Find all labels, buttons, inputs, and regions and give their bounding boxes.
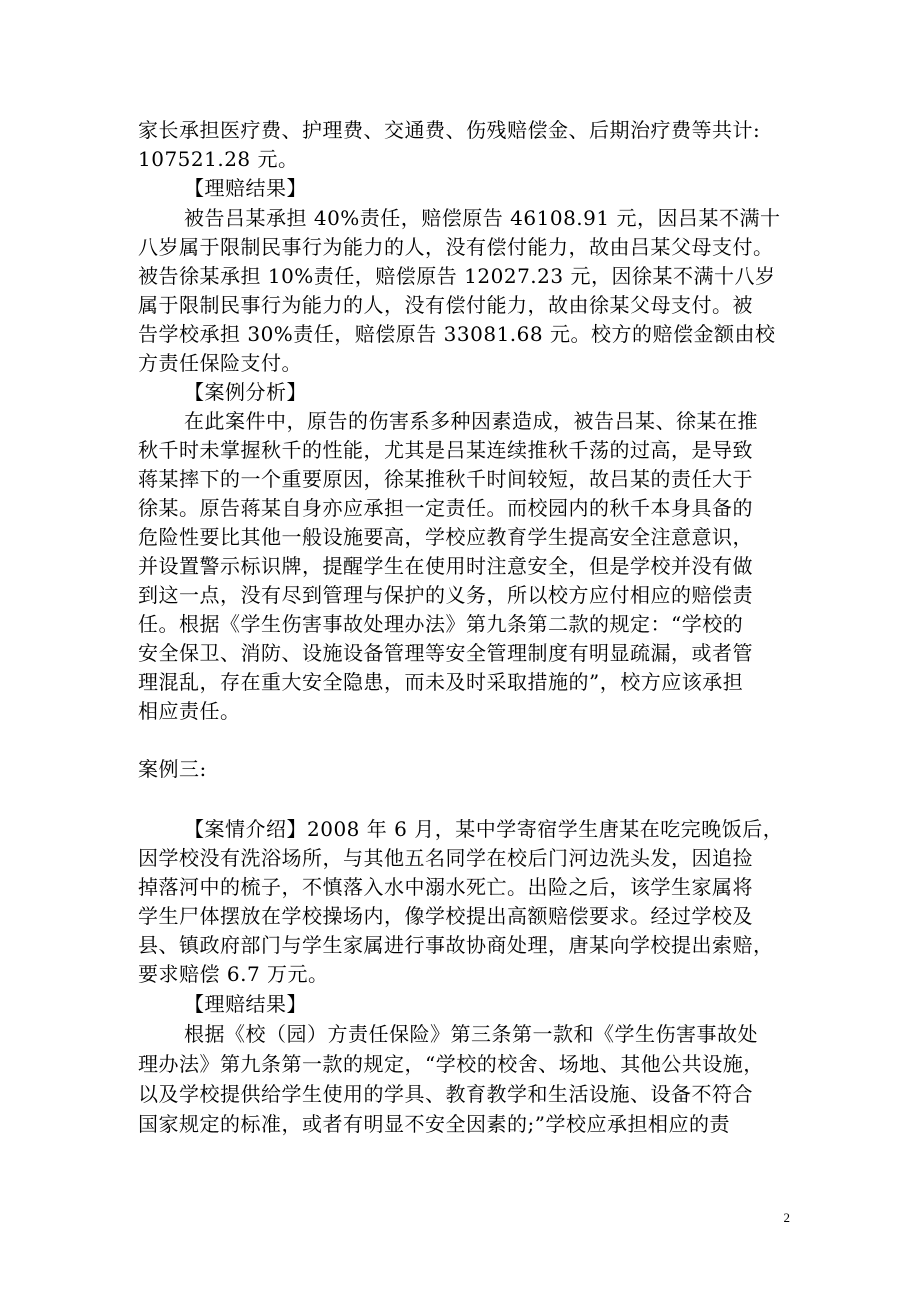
text-line: 秋千时未掌握秋千的性能，尤其是吕某连续推秋千荡的过高，是导致 bbox=[138, 438, 753, 462]
case-title: 案例三: bbox=[138, 757, 207, 781]
section-heading: 【理赔结果】 bbox=[184, 176, 307, 200]
text-line: 在此案件中，原告的伤害系多种因素造成，被告吕某、徐某在推 bbox=[184, 409, 758, 433]
text-line: 告学校承担 30%责任，赔偿原告 33081.68 元。校方的赔偿金额由校 bbox=[138, 322, 776, 346]
text-line: 属于限制民事行为能力的人，没有偿付能力，故由徐某父母支付。被 bbox=[138, 293, 753, 317]
section-heading: 【案例分析】 bbox=[184, 380, 307, 404]
text-line: 107521.28 元。 bbox=[138, 147, 299, 171]
text-line: 【案情介绍】2008 年 6 月，某中学寄宿学生唐某在吃完晚饭后， bbox=[184, 817, 784, 841]
text-line: 家长承担医疗费、护理费、交通费、伤残赔偿金、后期治疗费等共计: bbox=[138, 118, 761, 142]
text-line: 方责任保险支付。 bbox=[138, 351, 302, 375]
text-line: 徐某。原告蒋某自身亦应承担一定责任。而校园内的秋千本身具备的 bbox=[138, 496, 753, 520]
text-line: 要求赔偿 6.7 万元。 bbox=[138, 962, 329, 986]
text-line: 根据《校（园）方责任保险》第三条第一款和《学生伤害事故处 bbox=[184, 1022, 758, 1046]
text-line: 理办法》第九条第一款的规定，“学校的校舍、场地、其他公共设施， bbox=[138, 1052, 764, 1076]
text-line: 并设置警示标识牌，提醒学生在使用时注意安全，但是学校并没有做 bbox=[138, 554, 753, 578]
text-line: 被告吕某承担 40%责任，赔偿原告 46108.91 元，因吕某不满十 bbox=[184, 206, 781, 230]
text-line: 相应责任。 bbox=[138, 699, 241, 723]
text-line: 国家规定的标准，或者有明显不安全因素的;”学校应承担相应的责 bbox=[138, 1112, 730, 1136]
text-line: 任。根据《学生伤害事故处理办法》第九条第二款的规定：“学校的 bbox=[138, 612, 744, 636]
text-line: 县、镇政府部门与学生家属进行事故协商处理，唐某向学校提出索赔， bbox=[138, 933, 774, 957]
text-line: 被告徐某承担 10%责任，赔偿原告 12027.23 元，因徐某不满十八岁 bbox=[138, 264, 776, 288]
text-line: 危险性要比其他一般设施要高，学校应教育学生提高安全注意意识， bbox=[138, 525, 753, 549]
text-line: 理混乱，存在重大安全隐患，而未及时采取措施的”，校方应该承担 bbox=[138, 670, 744, 694]
text-line: 蒋某摔下的一个重要原因，徐某推秋千时间较短，故吕某的责任大于 bbox=[138, 467, 753, 491]
text-line: 因学校没有洗浴场所，与其他五名同学在校后门河边洗头发，因追捡 bbox=[138, 846, 753, 870]
text-line: 安全保卫、消防、设施设备管理等安全管理制度有明显疏漏，或者管 bbox=[138, 641, 753, 665]
text-line: 学生尸体摆放在学校操场内，像学校提出高额赔偿要求。经过学校及 bbox=[138, 904, 753, 928]
text-line: 到这一点，没有尽到管理与保护的义务，所以校方应付相应的赔偿责 bbox=[138, 583, 753, 607]
text-line: 掉落河中的梳子，不慎落入水中溺水死亡。出险之后，该学生家属将 bbox=[138, 875, 753, 899]
page-number: 2 bbox=[783, 1210, 790, 1225]
section-heading: 【理赔结果】 bbox=[184, 992, 307, 1016]
text-line: 以及学校提供给学生使用的学具、教育教学和生活设施、设备不符合 bbox=[138, 1082, 753, 1106]
text-line: 八岁属于限制民事行为能力的人，没有偿付能力，故由吕某父母支付。 bbox=[138, 235, 774, 259]
